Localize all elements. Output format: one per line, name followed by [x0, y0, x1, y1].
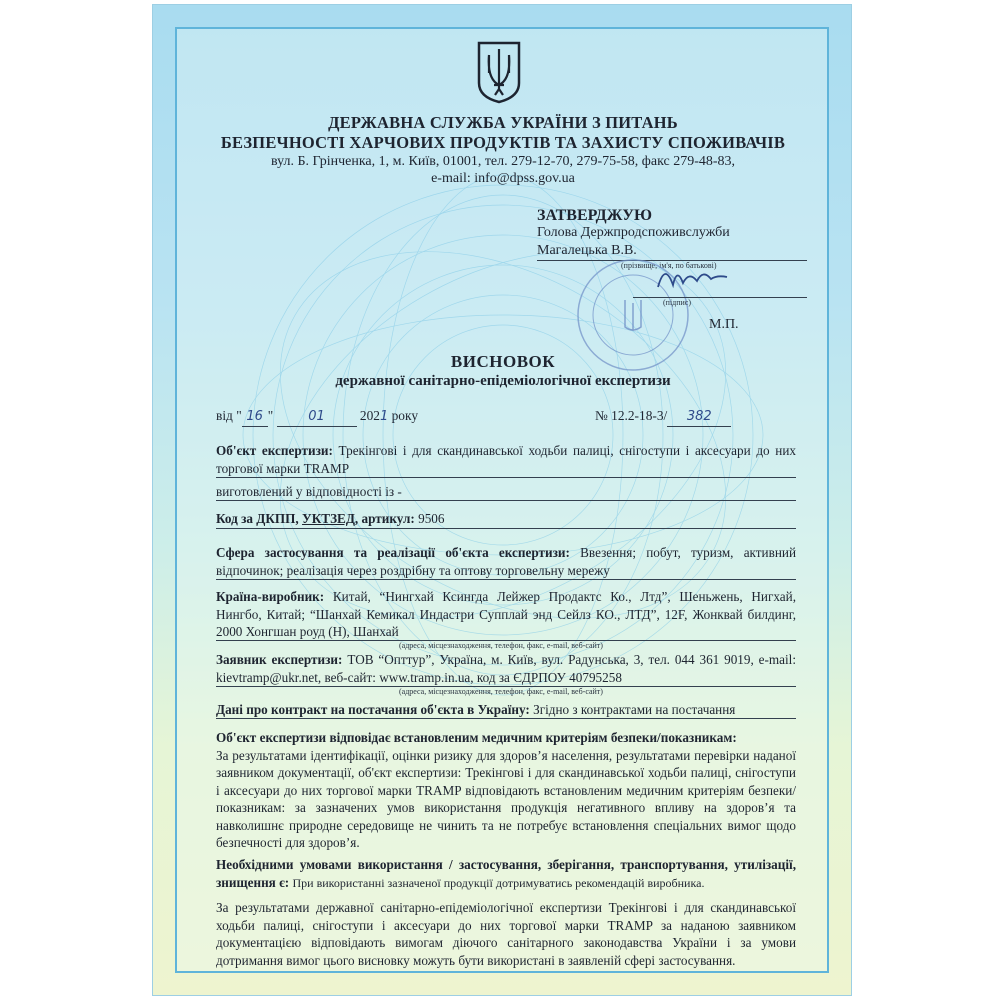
seal-mark: М.П.: [709, 317, 739, 332]
contract-field: [216, 701, 796, 719]
scope-value: Ввезення; побут, туризм, активний відпочинок; реалізація через роздрібну та оптову торговельну мережу: [216, 545, 796, 578]
number-prefix: № 12.2-18-3/: [595, 408, 668, 423]
scope-label: Сфера застосування та реалізації об'єкта експертизи:: [216, 545, 570, 560]
date-year-suffix: року: [391, 408, 419, 423]
object-value: Трекінгові і для скандинавської ходьби палиці, снігоступи і аксесуари до них торгової марки TRAMP: [216, 443, 796, 476]
org-address: вул. Б. Грінченка, 1, м. Київ, 01001, тел. 279-12-70, 279-75-58, факс 279-48-83,: [270, 154, 736, 169]
approval-name: Магалецька В.В.: [537, 243, 637, 258]
conditions-heading: Необхідними умовами використання / застосування, зберігання, транспортування, утилізації, знищення є:: [216, 857, 796, 890]
applicant-caption: (адреса, місцезнаходження, телефон, факс, e-mail, веб-сайт): [399, 687, 603, 696]
signature-icon: [653, 257, 733, 297]
final-conclusion: За результатами державної санітарно-епідеміологічної експертизи Трекінгові і для скандинавської ходьби палиці, снігоступи і аксесуари до них торгової марки TRAMP за наданою заявником документацією відповідають вимогам діючого санітарного законодавства України і за умови дотримання вимог цього висновку можуть бути використані в заявленій сфері застосування.: [216, 900, 796, 968]
contract-label: Дані про контракт на постачання об'єкта в Україну:: [216, 702, 530, 717]
criteria-section: [216, 729, 796, 852]
org-name-line1: ДЕРЖАВНА СЛУЖБА УКРАЇНИ З ПИТАНЬ: [328, 113, 678, 132]
country-label: Країна-виробник:: [216, 589, 325, 604]
code-field: [216, 510, 796, 528]
country-field: [216, 588, 796, 641]
made-field: виготовлений у відповідності із -: [216, 484, 402, 499]
code-label-dkpp: Код за ДКПП,: [216, 511, 303, 526]
date-year-digit: 1: [379, 409, 389, 424]
number-row: [595, 407, 731, 427]
date-prefix: від: [216, 408, 233, 423]
trident-emblem-icon: [475, 39, 523, 105]
conclusion-number: 382: [667, 408, 731, 427]
signature-caption: (підпис): [663, 298, 692, 307]
approval-position: Голова Держпродспоживслужби: [537, 225, 730, 240]
country-caption: (адреса, місцезнаходження, телефон, факс, e-mail, веб-сайт): [399, 641, 603, 650]
org-email: e-mail: info@dpss.gov.ua: [431, 171, 575, 186]
date-month: 01: [277, 408, 357, 427]
approval-title: ЗАТВЕРДЖУЮ: [537, 207, 653, 224]
date-day: 16: [242, 408, 268, 427]
criteria-heading: Об'єкт експертизи відповідає встановленим медичним критеріям безпеки/показникам:: [216, 730, 737, 745]
contract-value: Згідно з контрактами на постачання: [533, 702, 736, 717]
date-year-prefix: 202: [359, 408, 380, 423]
applicant-value: ТОВ “Опттур”, Україна, м. Київ, вул. Радунська, 3, тел. 044 361 9019, e-mail: kievtramp@ukr.net, веб-сайт: www.tramp.in.ua, код за ЄДРПОУ 40795258: [216, 652, 797, 685]
certificate-sheet: [152, 4, 852, 996]
code-label-article: , артикул:: [354, 511, 415, 526]
code-value: 9506: [418, 511, 445, 526]
name-caption: (прізвище, ім'я, по батькові): [621, 261, 717, 270]
scope-field: [216, 544, 796, 579]
criteria-text: За результатами ідентифікації, оцінки ризику для здоров’я населення, результатами перевірки наданої заявником документації, об'єкт експертизи: Трекінгові і для скандинавської ходьби палиці, снігоступи і аксесуари до них торгової марки TRAMP відповідають встановленим медичним критеріям безпеки/показникам: за зазначених умов використання продукція негативного впливу на здоров’я та навколишнє природне середовище не чинить та не потребує встановлення спеціальних вимог щодо безпечності для здоров’я.: [216, 747, 796, 850]
country-value: Китай, “Нингхай Ксингда Лейжер Продактс Ко., Лтд”, Шеньжень, Нигхай, Нингбо, Китай; “Шанхай Кемикал Индастри Супплай энд Сейлз КО., ЛТД”, 12F, Жонквай билдинг, 2000 Хонгшан роуд (Н), Шанхай: [216, 589, 797, 639]
conditions-section: [216, 856, 796, 892]
conclusion-subtitle: державної санітарно-епідеміологічної експертизи: [335, 373, 671, 389]
applicant-label: Заявник експертизи:: [216, 652, 343, 667]
org-name-line2: БЕЗПЕЧНОСТІ ХАРЧОВИХ ПРОДУКТІВ ТА ЗАХИСТУ СПОЖИВАЧІВ: [220, 133, 786, 152]
conditions-text: При використанні зазначеної продукції дотримуватись рекомендацій виробника.: [292, 875, 705, 890]
object-field: [216, 442, 796, 477]
date-row: від " 16 " 01 2021 року: [216, 407, 418, 427]
conclusion-title: ВИСНОВОК: [450, 352, 556, 371]
code-label-uktzed: УКТЗЕД: [302, 511, 355, 526]
object-label: Об'єкт експертизи:: [216, 443, 333, 458]
applicant-field: [216, 651, 796, 686]
